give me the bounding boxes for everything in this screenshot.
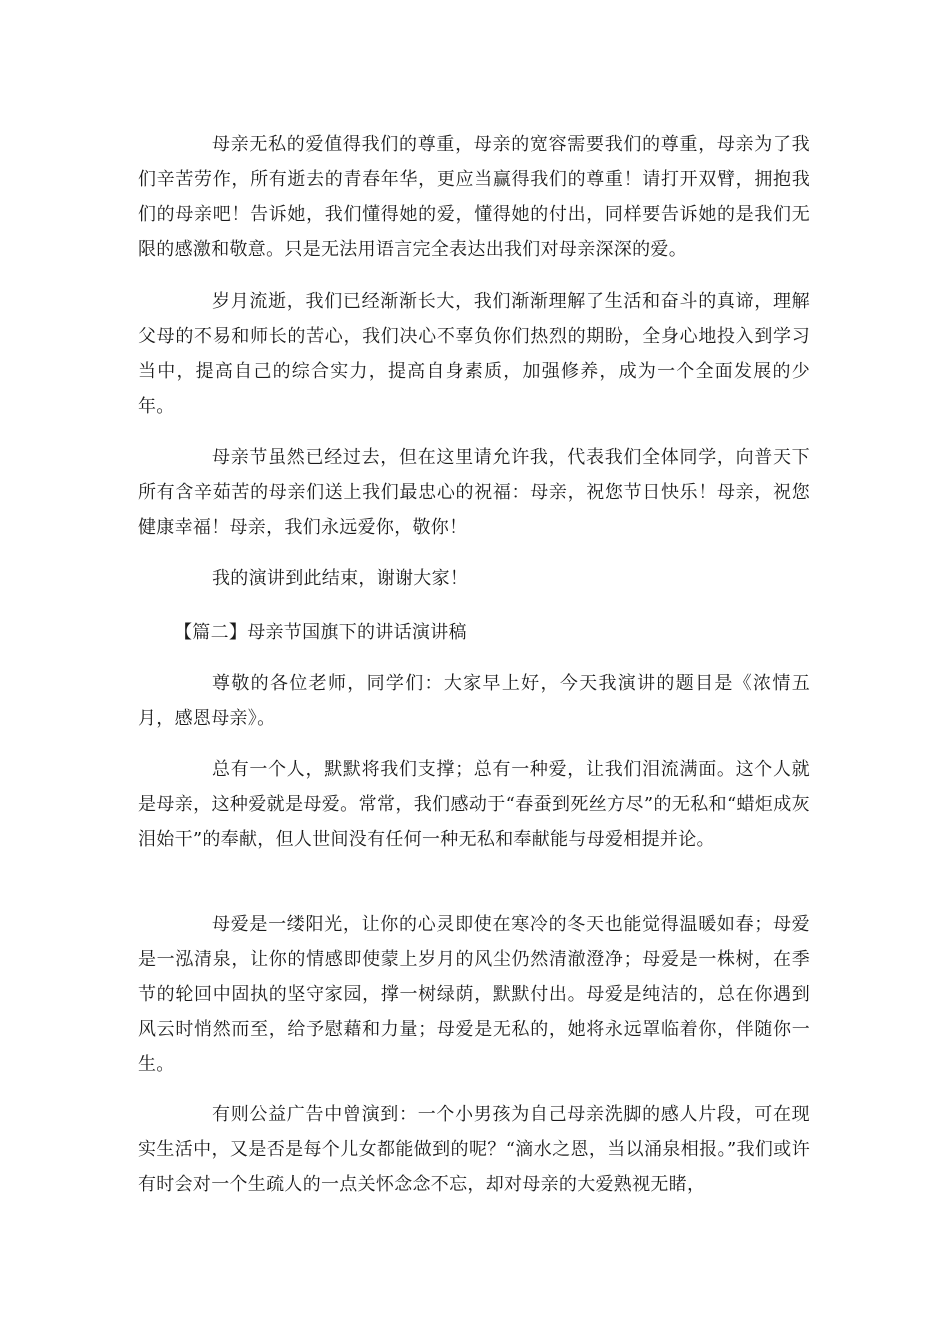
paragraph-2-block	[138, 284, 810, 424]
paragraph-metaphors: 母爱是一缕阳光，让你的心灵即使在寒冷的冬天也能觉得温暖如春；母爱是一泓清泉，让你的情感即使蒙上岁月的风尘仍然清澈澄净；母爱是一株树，在季节的轮回中固执的坚守家园，撑一树绿荫，默默付出。母爱是纯洁的，总在你遇到风云时悄然而至，给予慰藉和力量；母爱是无私的，她将永远罩临着你，伴随你一生。	[138, 914, 810, 1075]
section-heading: 【篇二】母亲节国旗下的讲话演讲稿	[174, 622, 467, 643]
paragraph-4-block	[138, 561, 810, 596]
paragraph-3-block	[138, 440, 810, 545]
paragraph-public-ad: 有则公益广告中曾演到：一个小男孩为自己母亲洗脚的感人片段，可在现实生活中，又是否是每个儿女都能做到的呢？“滴水之恩，当以涌泉相报。”我们或许有时会对一个生疏人的一点关怀念念不忘，却对母亲的大爱熟视无睹，	[138, 1104, 810, 1195]
paragraph-mother-love: 总有一个人，默默将我们支撑；总有一种爱，让我们泪流满面。这个人就是母亲，这种爱就是母爱。常常，我们感动于“春蚕到死丝方尽”的无私和“蜡炬成灰泪始干”的奉献，但人世间没有任何一种无私和奉献能与母爱相提并论。	[138, 759, 810, 850]
paragraph-5-block	[138, 666, 810, 736]
paragraph-closing: 我的演讲到此结束，谢谢大家！	[212, 568, 469, 589]
paragraph-8-block	[138, 1097, 810, 1202]
paragraph-growing-up: 岁月流逝，我们已经渐渐长大，我们渐渐理解了生活和奋斗的真谛，理解父母的不易和师长的苦心，我们决心不辜负你们热烈的期盼，全身心地投入到学习当中，提高自己的综合实力，提高自身素质，加强修养，成为一个全面发展的少年。	[138, 291, 810, 417]
paragraph-7-block	[138, 907, 810, 1082]
paragraph-6-block	[138, 752, 810, 857]
paragraph-1-block	[138, 127, 810, 267]
paragraph-greeting: 尊敬的各位老师，同学们：大家早上好，今天我演讲的题目是《浓情五月，感恩母亲》。	[138, 673, 810, 729]
paragraph-blessing: 母亲节虽然已经过去，但在这里请允许我，代表我们全体同学，向普天下所有含辛茹苦的母亲们送上我们最忠心的祝福：母亲，祝您节日快乐！母亲，祝您健康幸福！母亲，我们永远爱你，敬你！	[138, 447, 810, 538]
paragraph-respect-mother: 母亲无私的爱值得我们的尊重，母亲的宽容需要我们的尊重，母亲为了我们辛苦劳作，所有逝去的青春年华，更应当赢得我们的尊重！请打开双臂，拥抱我们的母亲吧！告诉她，我们懂得她的爱，懂得她的付出，同样要告诉她的是我们无限的感激和敬意。只是无法用语言完全表达出我们对母亲深深的爱。	[138, 134, 810, 260]
